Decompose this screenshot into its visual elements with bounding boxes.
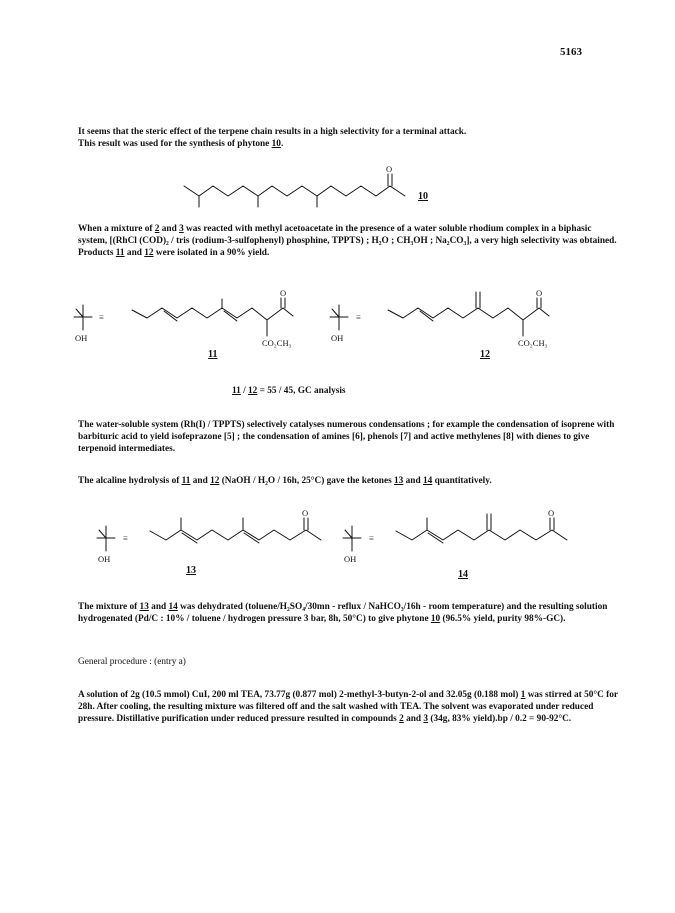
compound-ref: 14: [422, 476, 433, 486]
compound-ref: 13: [394, 476, 404, 486]
p5-text-3: was dehydrated (toluene/H₂SO₄/30mn - reflux / NaHCO₃/16h - room temperature) and the resulting solution hydrogenated (Pd/C : 10% / toluene / hydrogen pressure 3 bar, 8h, 50°C) to give phytone: [78, 602, 608, 625]
p7-text-4: (34g, 83% yield).bp / 0.2 = 90-92°C.: [428, 714, 572, 725]
hydroxyl-label: OH: [331, 333, 344, 343]
compound-number-13: 13: [186, 565, 196, 576]
compound-ref: 11: [115, 248, 125, 259]
p5-text-2: and: [148, 602, 169, 612]
paragraph-water-soluble-system: The water-soluble system (Rh(I) / TPPTS) selectively catalyses numerous condensations ; for example the condensation of isoprene with barbituric acid to yield isofeprazone [5] ; the condensation of amines [6], phenols [7] and active methylenes [8] with dienes to give terpenoid intermediates.: [78, 420, 615, 455]
compound-ref: 11: [181, 476, 191, 486]
p4-text-3: (NaOH / H₂O / 16h, 25°C) gave the ketones: [219, 476, 395, 486]
p2-text-5: were isolated in a 90% yield.: [153, 248, 270, 259]
ester-label: CO₂CH₃: [262, 338, 292, 348]
triple-bond-symbol: ≡: [99, 312, 104, 322]
p4-text-4: and: [403, 476, 423, 486]
compound-number-11: 11: [208, 349, 218, 360]
compound-ref: 3: [423, 714, 429, 725]
compound-number-14: 14: [458, 569, 468, 580]
compound-ref: 3: [179, 224, 184, 234]
p2-text-2: and: [159, 224, 180, 234]
paragraph-general-procedure: [78, 689, 618, 726]
hydroxyl-label: OH: [344, 554, 357, 564]
compound-ref: 1: [520, 690, 526, 700]
oxygen-label: O: [280, 288, 287, 298]
hydroxyl-label: OH: [75, 333, 88, 343]
compound-ref: 12: [248, 386, 258, 396]
compound-ref: 10: [271, 139, 281, 150]
page-number: 5163: [560, 46, 582, 58]
compound-ref: 13: [139, 602, 149, 612]
p5-text-4: (96.5% yield, purity 98%-GC).: [440, 614, 566, 625]
intro-line-1: It seems that the steric effect of the terpene chain results in a high selectivity for a terminal attack.: [78, 127, 467, 137]
oxygen-label: O: [536, 288, 543, 298]
hydroxyl-label: OH: [98, 554, 111, 564]
compound-ref: 2: [154, 224, 160, 234]
triple-bond-symbol: ≡: [123, 533, 128, 543]
p2-text-3: was reacted with methyl acetoacetate in the presence of a water soluble rhodium complex in a biphasic system, [(RhCl (COD)₂ / tris (rodium-3-sulfophenyl) phosphine, TPPTS) ; H₂O ; CH₃OH ; Na₂CO₃], a very high selectivity was obtained. Products: [78, 224, 617, 259]
p5-text-1: The mixture of: [78, 602, 140, 612]
ratio-value: = 55 / 45, GC analysis: [257, 386, 346, 396]
section-heading-general-procedure: General procedure : (entry a): [78, 657, 186, 667]
compound-number-12: 12: [480, 349, 490, 360]
intro-end: .: [280, 139, 284, 150]
p4-text-1: The alcaline hydrolysis of: [78, 476, 182, 486]
triple-bond-symbol: ≡: [356, 312, 361, 322]
p2-text-4: and: [124, 248, 145, 259]
compound-ref: 10: [430, 614, 441, 625]
triple-bond-symbol: ≡: [369, 533, 374, 543]
p7-text-3: and: [403, 714, 424, 725]
intro-line-2: This result was used for the synthesis of phytone: [78, 139, 272, 150]
structure-13: [97, 508, 321, 576]
compound-ref: 2: [399, 714, 404, 725]
compound-number-10: 10: [418, 191, 428, 202]
oxygen-label: O: [386, 164, 393, 174]
p7-text-1: A solution of 2g (10.5 mmol) CuI, 200 ml TEA, 73.77g (0.877 mol) 2-methyl-3-butyn-2-ol and 32.05g (0.188 mol): [78, 690, 521, 700]
p2-text-1: When a mixture of: [78, 224, 155, 234]
oxygen-label: O: [302, 508, 309, 518]
compound-ref: 11: [232, 386, 241, 396]
ratio-separator: /: [240, 386, 249, 396]
compound-ref: 12: [144, 248, 154, 259]
paragraph-dehydration: [78, 601, 618, 625]
p4-text-5: quantitatively.: [432, 476, 492, 486]
oxygen-label: O: [548, 508, 555, 518]
structure-14: [343, 508, 567, 580]
compound-ref: 12: [210, 476, 220, 486]
p7-text-2: was stirred at 50°C for 28h. After cooling, the resulting mixture was filtered off and the salt washed with TEA. The solvent was evaporated under reduced pressure. Distillative purification under reduced pressure resulted in compounds: [78, 690, 618, 725]
compound-ref: 14: [168, 602, 178, 612]
p4-text-2: and: [190, 476, 211, 486]
ester-label: CO₂CH₃: [518, 338, 548, 348]
